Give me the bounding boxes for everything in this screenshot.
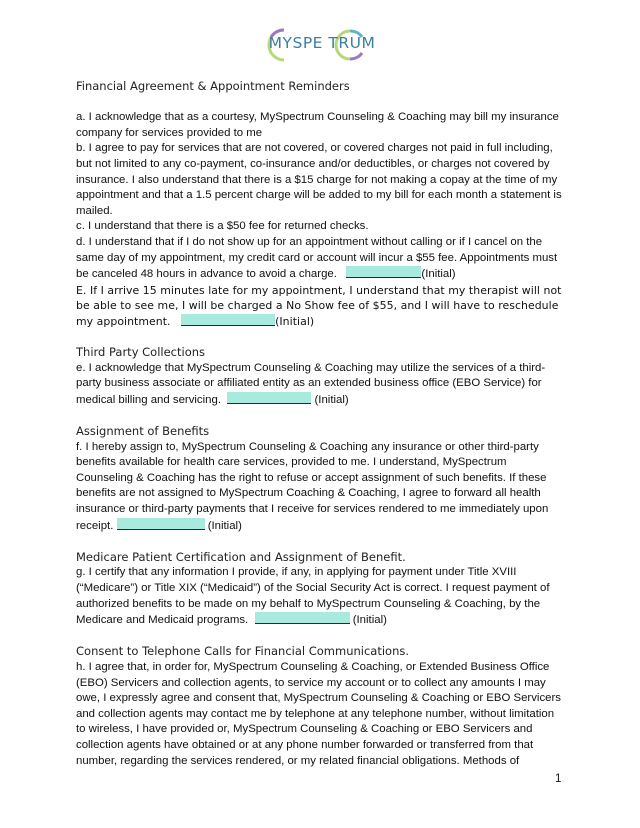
heading-third-party-collections: Third Party Collections — [76, 345, 206, 360]
heading-assignment-of-benefits: Assignment of Benefits — [76, 424, 210, 439]
clause-e-late — [76, 283, 562, 330]
clause-c: c. I understand that there is a $50 fee for returned checks. — [76, 220, 369, 233]
initial-label-d: (Initial) — [421, 268, 456, 281]
clause-d — [76, 235, 562, 283]
clause-g — [76, 565, 562, 628]
logo-text: MYSPE TRUM — [268, 34, 376, 52]
heading-medicare-certification: Medicare Patient Certification and Assignment of Benefit. — [76, 549, 406, 564]
clause-e-collections — [76, 361, 562, 409]
clause-h: h. I agree that, in order for, MySpectrum Counseling & Coaching, or Extended Business Office (EBO) Servicers and collection agents, to service my account or to collect any amounts I may owe, I expressly agree and consent that, MySpectrum Counseling & Coaching or EBO Servicers and collection agents may contact me by telephone at any telephone number, without limitation to wireless, I have provided or, MySpectrum Counseling & Coaching or EBO Servicers and collection agents have obtained or at any phone number forwarded or transferred from that number, regarding the services rendered, or my related financial obligations. Methods of — [76, 660, 561, 767]
clause-e-collections-text: e. I acknowledge that MySpectrum Counseling & Coaching may utilize the services of a third-party business associate or affiliated entity as an extended business office (EBO Service) for medical billing and servicing. — [76, 361, 546, 406]
initial-field-e-late[interactable] — [181, 314, 275, 326]
page-number: 1 — [555, 773, 562, 785]
initial-field-g[interactable] — [255, 612, 350, 624]
heading-telephone-consent: Consent to Telephone Calls for Financial Communications. — [76, 644, 410, 659]
clause-f — [76, 440, 562, 535]
initial-label-g: (Initial) — [349, 614, 387, 627]
clause-b: b. I agree to pay for services that are not covered, or covered charges not paid in full including, but not limited to any co-payment, co-insurance and/or deductibles, or charges not covered by insurance. I also understand that there is a $15 charge for not making a copay at the time of my appointment and that a 1.5 percent charge will be added to my bill for each month a statement is mailed. — [76, 142, 562, 217]
initial-label-f: (Initial) — [204, 519, 242, 532]
clause-d-text: d. I understand that if I do not show up for an appointment without calling or if I cancel on the same day of my appointment, my credit card or account will incur a $55 fee. Appointments must be canceled 48 hours in advance to avoid a charge. — [76, 235, 558, 281]
initial-label-e-collections: (Initial) — [311, 393, 349, 406]
initial-label-e-late: (Initial) — [275, 314, 315, 328]
initial-field-e-collections[interactable] — [227, 392, 311, 404]
clause-a: a. I acknowledge that as a courtesy, MySpectrum Counseling & Coaching may bill my insurance company for services provided to me — [76, 111, 559, 139]
initial-field-f[interactable] — [117, 518, 205, 530]
clause-g-text: g. I certify that any information I provide, if any, in applying for payment under Title XVIII (“Medicare”) or Title XIX (“Medicaid”) of the Social Security Act is correct. I request payment of authorized benefits to be made on my behalf to MySpectrum Counseling & Coaching, by the Medicare and Medicaid programs. — [76, 566, 550, 627]
heading-financial-agreement: Financial Agreement & Appointment Reminders — [76, 79, 350, 93]
clause-f-text: f. I hereby assign to, MySpectrum Counseling & Coaching any insurance or other third-party benefits available for health care services, provided to me. I understand, MySpectrum Counseling & Coaching has the right to refuse or accept assignment of such benefits. If these benefits are not assigned to MySpectrum Coaching & Coaching, I agree to forward all health insurance or third-party payments that I receive for services rendered to me immediately upon receipt. — [76, 440, 549, 532]
initial-field-d[interactable] — [346, 266, 421, 278]
document-body — [76, 79, 562, 769]
clause-e-late-text: E. If I arrive 15 minutes late for my appointment, I understand that my therapist will not be able to see me, I will be charged a No Show fee of $55, and I will have to reschedule my appointment. — [76, 283, 562, 328]
myspectrum-logo — [262, 25, 382, 65]
